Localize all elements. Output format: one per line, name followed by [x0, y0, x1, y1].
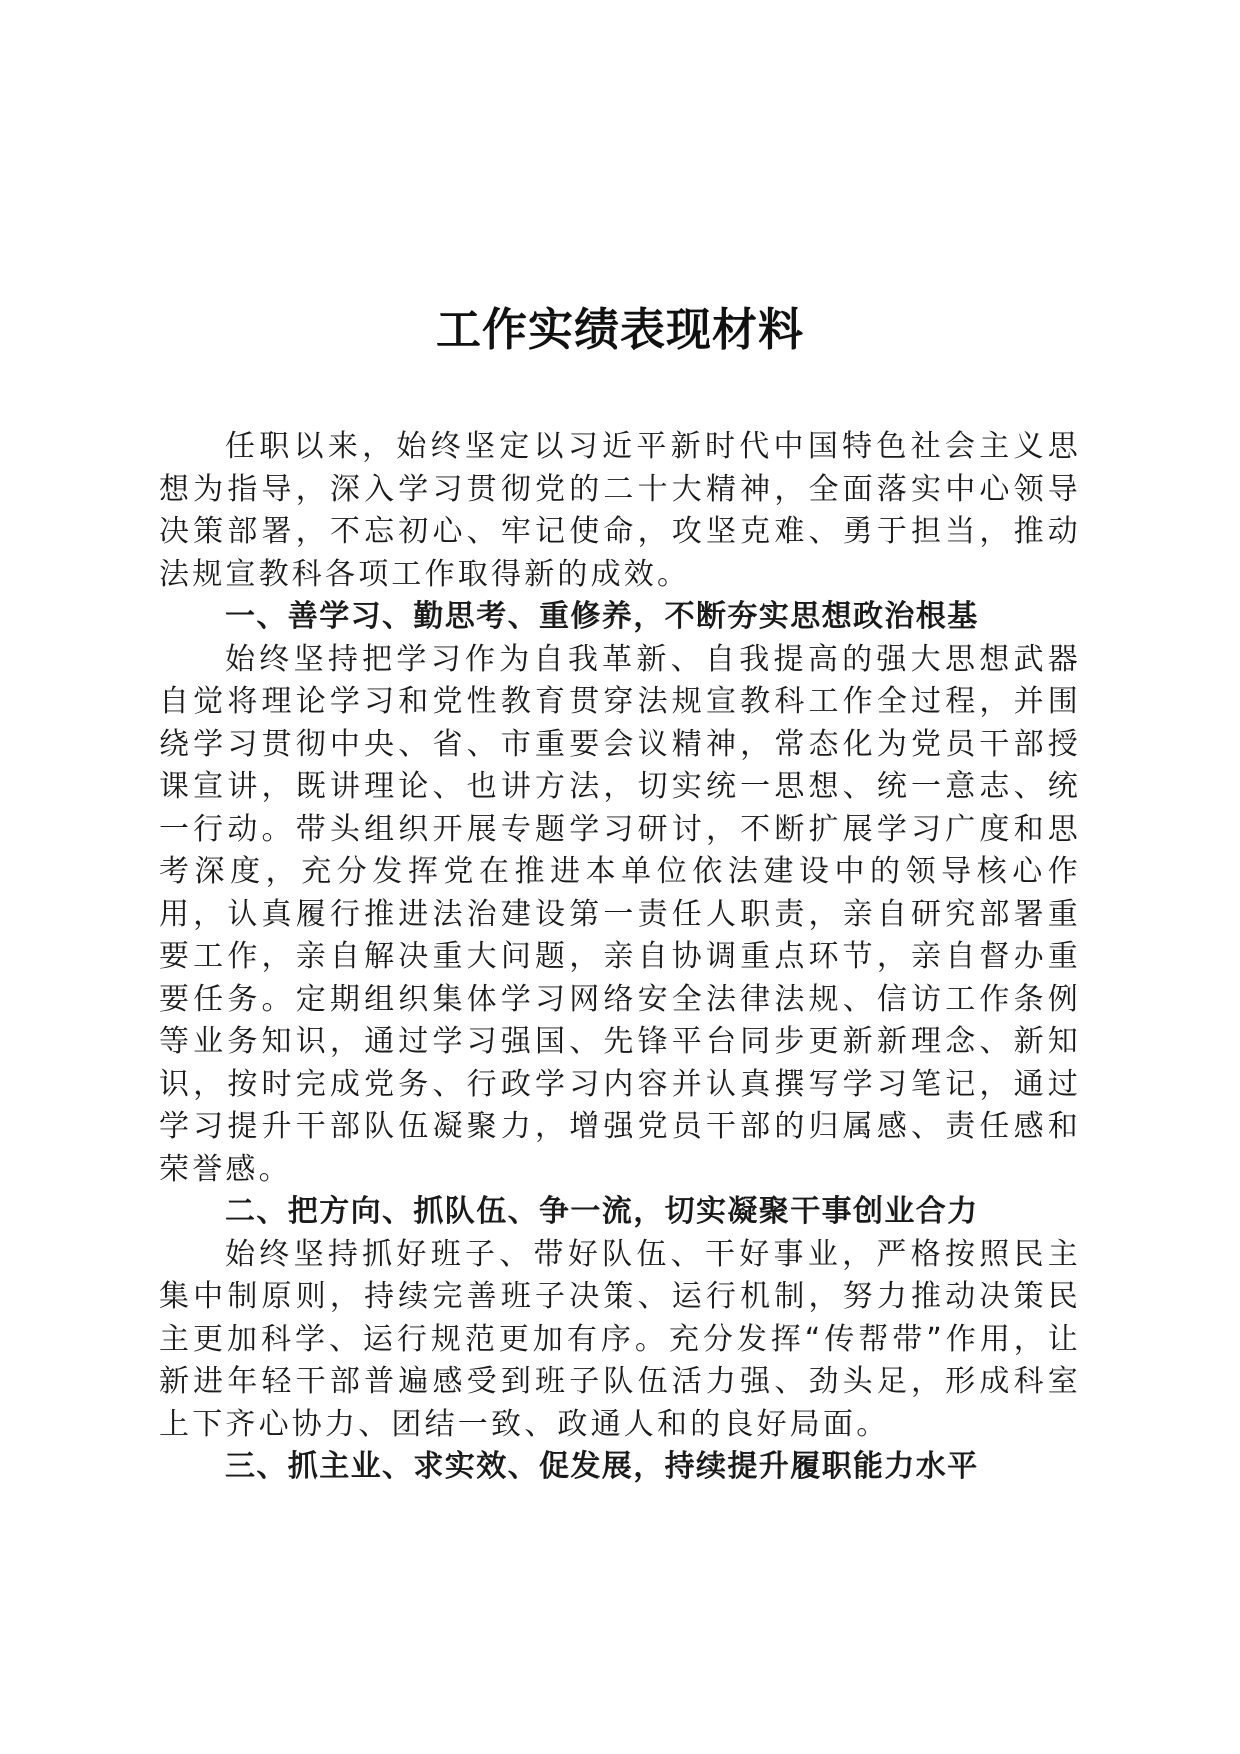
section-3-heading: 三、抓主业、求实效、促发展，持续提升履职能力水平 — [225, 1449, 979, 1484]
document-title: 工作实绩表现材料 — [435, 303, 804, 356]
section-2-paragraph: 始终坚持抓好班子、带好队伍、干好事业，严格按照民主集中制原则，持续完善班子决策、运行机制，努力推动决策民主更加科学、运行规范更加有序。充分发挥“传帮带”作用，让新进年轻干部普遍感受到班子队伍活力强、劲头足，形成科室上下齐心协力、团结一致、政通人和的良好局面。 — [159, 1236, 1081, 1442]
section-1-heading: 一、善学习、勤思考、重修养，不断夯实思想政治根基 — [225, 599, 979, 634]
document-body — [159, 426, 1081, 1489]
section-2-heading: 二、把方向、抓队伍、争一流，切实凝聚干事创业合力 — [225, 1194, 979, 1229]
intro-paragraph: 任职以来，始终坚定以习近平新时代中国特色社会主义思想为指导，深入学习贯彻党的二十大精神，全面落实中心领导决策部署，不忘初心、牢记使命，攻坚克难、勇于担当，推动法规宣教科各项工作取得新的成效。 — [159, 429, 1081, 592]
section-1-paragraph: 始终坚持把学习作为自我革新、自我提高的强大思想武器自觉将理论学习和党性教育贯穿法规宣教科工作全过程，并围绕学习贯彻中央、省、市重要会议精神，常态化为党员干部授课宣讲，既讲理论、也讲方法，切实统一思想、统一意志、统一行动。带头组织开展专题学习研讨，不断扩展学习广度和思考深度，充分发挥党在推进本单位依法建设中的领导核心作用，认真履行推进法治建设第一责任人职责，亲自研究部署重要工作，亲自解决重大问题，亲自协调重点环节，亲自督办重要任务。定期组织集体学习网络安全法律法规、信访工作条例等业务知识，通过学习强国、先锋平台同步更新新理念、新知识，按时完成党务、行政学习内容并认真撰写学习笔记，通过学习提升干部队伍凝聚力，增强党员干部的归属感、责任感和荣誉感。 — [159, 641, 1081, 1187]
